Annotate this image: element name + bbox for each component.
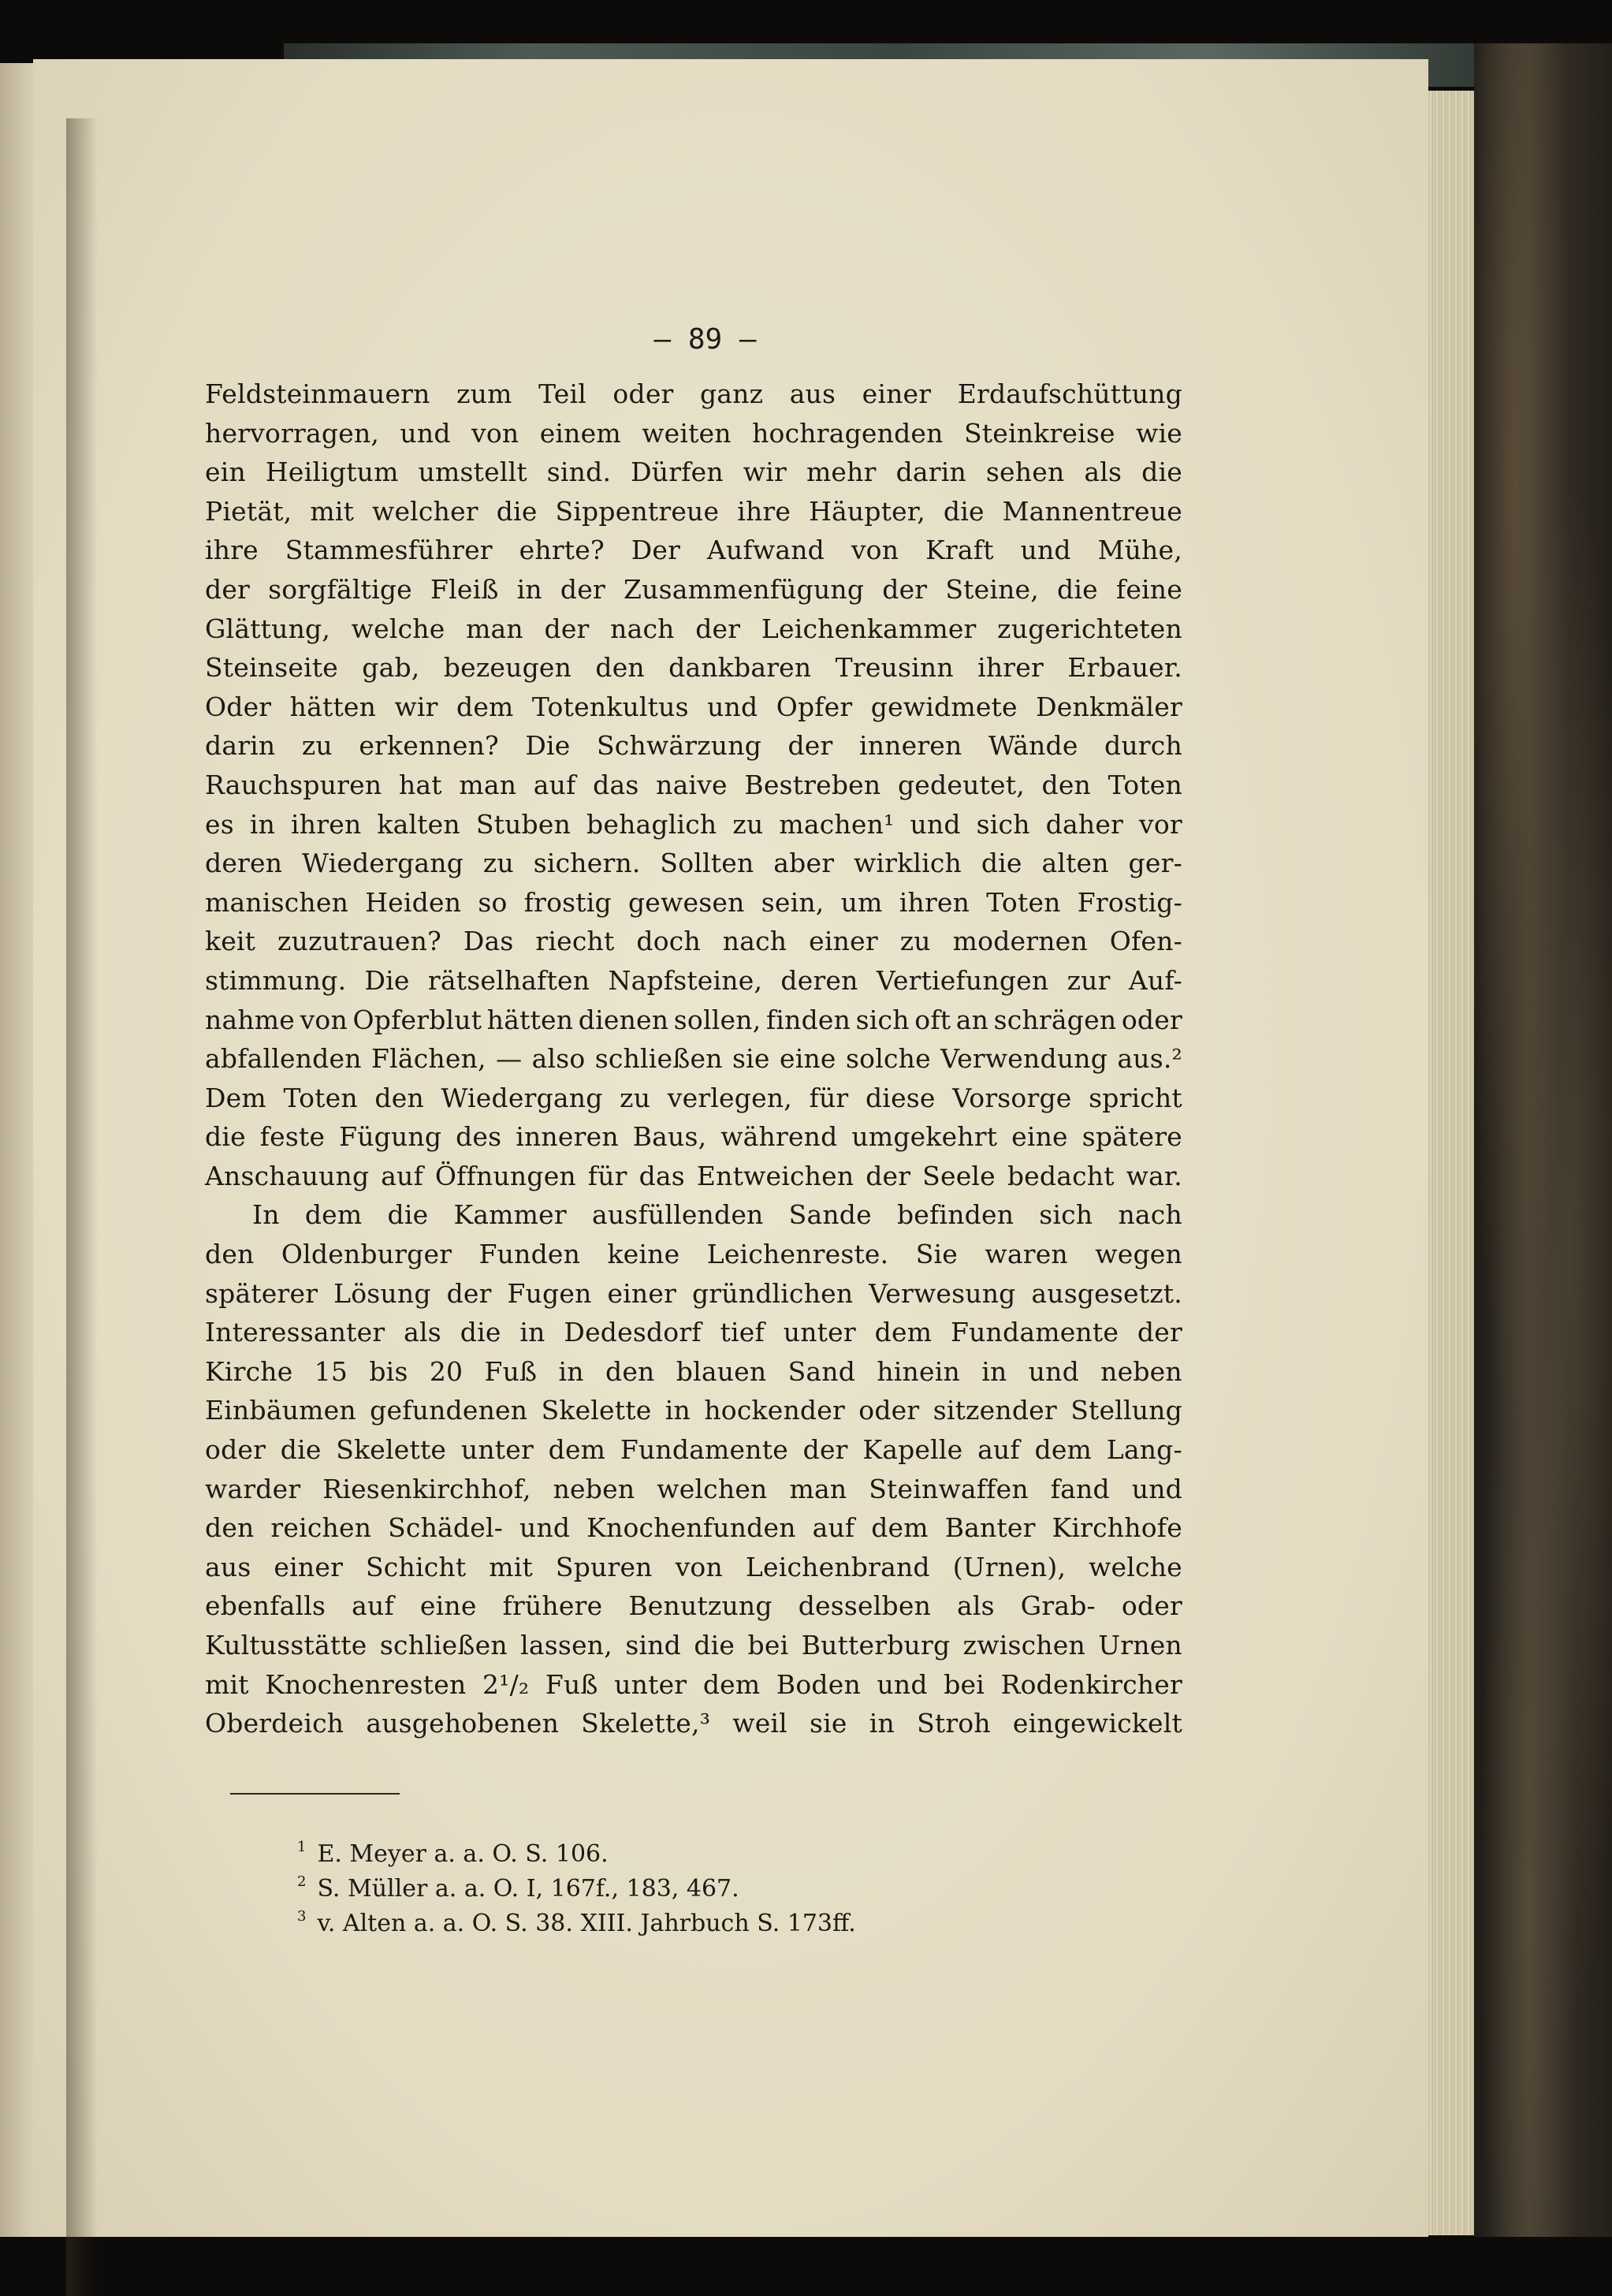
footnote-mark: 3	[297, 1908, 307, 1925]
text-line: deren Wiedergang zu sichern. Sollten aber wirklich die alten ger-	[205, 848, 1182, 879]
text-line: nahme von Opferblut hätten dienen sollen, finden sich oft an schrägen oder	[205, 1004, 1182, 1035]
text-line: oder die Skelette unter dem Fundamente der Kapelle auf dem Lang-	[205, 1434, 1182, 1466]
footnote-text: E. Meyer a. a. O. S. 106.	[317, 1840, 609, 1868]
gutter-shadow	[66, 118, 98, 2296]
text-line: ein Heiligtum umstellt sind. Dürfen wir mehr darin sehen als die	[205, 457, 1182, 488]
text-line: der sorgfältige Fleiß in der Zusammenfügung der Steine, die feine	[205, 573, 1182, 605]
page-number	[33, 323, 1428, 356]
text-line: Kultusstätte schließen lassen, sind die bei Butterburg zwischen Urnen	[205, 1630, 1182, 1660]
text-line: abfallenden Flächen, — also schließen sie eine solche Verwendung aus.²	[205, 1043, 1182, 1075]
page-number-text: — 89 —	[653, 323, 757, 356]
footnote-text: S. Müller a. a. O. I, 167f., 183, 467.	[317, 1875, 739, 1903]
text-line: warder Riesenkirchhof, neben welchen man Steinwaffen fand und	[205, 1473, 1182, 1504]
footnote-text: v. Alten a. a. O. S. 38. XIII. Jahrbuch S. 173ff.	[317, 1910, 856, 1937]
text-line: Anschauung auf Öffnungen für das Entweichen der Seele bedacht war.	[205, 1160, 1182, 1191]
text-line: ihre Stammesführer ehrte? Der Aufwand von Kraft und Mühe,	[205, 535, 1182, 566]
text-line: späterer Lösung der Fugen einer gründlichen Verwesung ausgesetzt.	[205, 1277, 1182, 1309]
text-line: hervorragen, und von einem weiten hochragenden Steinkreise wie	[205, 417, 1182, 449]
text-line: ebenfalls auf eine frühere Benutzung desselben als Grab- oder	[205, 1590, 1182, 1622]
text-line: Feldsteinmauern zum Teil oder ganz aus einer Erdaufschüttung	[205, 378, 1182, 409]
footnote	[297, 1832, 1085, 1866]
text-line: es in ihren kalten Stuben behaglich zu machen¹ und sich daher vor	[205, 808, 1182, 840]
footnote-mark: 1	[297, 1839, 307, 1855]
footnote-rule	[230, 1793, 400, 1795]
text-line: Kirche 15 bis 20 Fuß in den blauen Sand hinein in und neben	[205, 1355, 1182, 1387]
text-line: Einbäumen gefundenen Skelette in hockender oder sitzender Stellung	[205, 1395, 1182, 1426]
text-line: die feste Fügung des inneren Baus, während umgekehrt eine spätere	[205, 1121, 1182, 1153]
text-line: In dem die Kammer ausfüllenden Sande befinden sich nach	[252, 1199, 1182, 1231]
book-page	[33, 59, 1428, 2237]
footnotes	[297, 1832, 1085, 1936]
text-line: Interessanter als die in Dedesdorf tief unter dem Fundamente der	[205, 1317, 1182, 1348]
text-line: Oder hätten wir dem Totenkultus und Opfer gewidmete Denkmäler	[205, 691, 1182, 722]
text-line: keit zuzutrauen? Das riecht doch nach einer zu modernen Ofen-	[205, 926, 1182, 957]
text-line: darin zu erkennen? Die Schwärzung der inneren Wände durch	[205, 730, 1182, 762]
text-line: Glättung, welche man der nach der Leichenkammer zugerichteten	[205, 613, 1182, 644]
left-page-edge	[0, 63, 33, 2237]
text-line: Dem Toten den Wiedergang zu verlegen, für diese Vorsorge spricht	[205, 1082, 1182, 1113]
text-line: Pietät, mit welcher die Sippentreue ihre Häupter, die Mannentreue	[205, 495, 1182, 527]
text-line: den reichen Schädel- und Knochenfunden auf dem Banter Kirchhofe	[205, 1512, 1182, 1544]
text-line: manischen Heiden so frostig gewesen sein, um ihren Toten Frostig-	[205, 886, 1182, 918]
footnote	[297, 1866, 1085, 1901]
text-line: Oberdeich ausgehobenen Skelette,³ weil sie in Stroh eingewickelt	[205, 1708, 1182, 1739]
text-line: aus einer Schicht mit Spuren von Leichenbrand (Urnen), welche	[205, 1551, 1182, 1582]
text-line: den Oldenburger Funden keine Leichenreste. Sie waren wegen	[205, 1239, 1182, 1270]
text-line: mit Knochenresten 2¹/₂ Fuß unter dem Boden und bei Rodenkircher	[205, 1668, 1182, 1700]
text-line: Rauchspuren hat man auf das naive Bestreben gedeutet, den Toten	[205, 769, 1182, 800]
page-edges	[1427, 91, 1474, 2235]
footnote	[297, 1901, 1085, 1936]
text-line: Steinseite gab, bezeugen den dankbaren Treusinn ihrer Erbauer.	[205, 652, 1182, 684]
text-line: stimmung. Die rätselhaften Napfsteine, deren Vertiefungen zur Auf-	[205, 964, 1182, 996]
marbled-cover	[1474, 43, 1612, 2237]
footnote-mark: 2	[297, 1873, 307, 1890]
body-text	[205, 375, 1182, 1743]
